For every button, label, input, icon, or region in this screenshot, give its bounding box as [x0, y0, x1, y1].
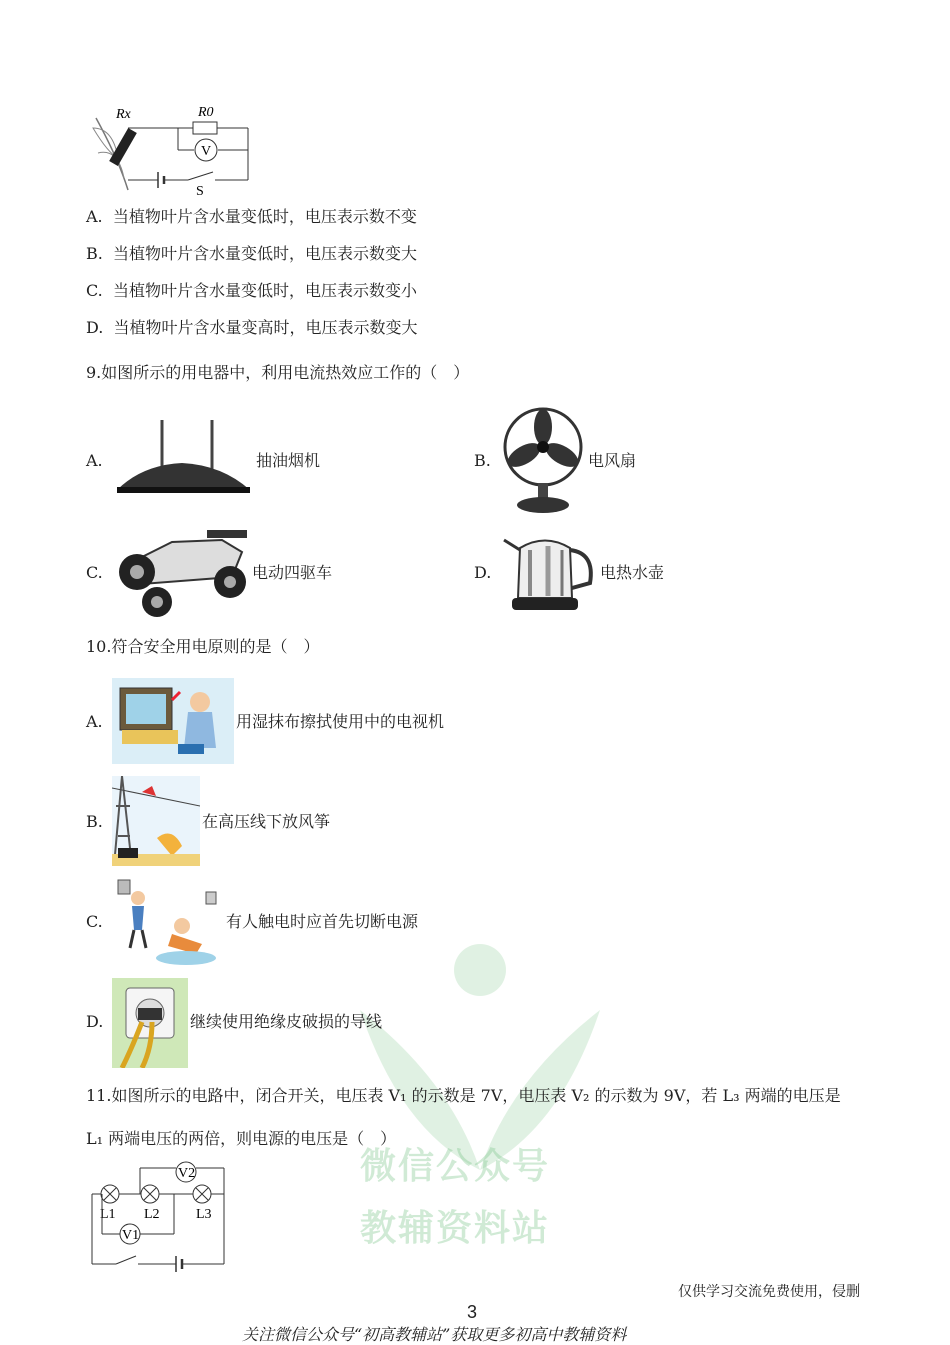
q8-option-c	[86, 280, 417, 302]
watermark-text-2: 教辅资料站	[360, 1208, 551, 1249]
q9-option-a-text: 抽油烟机	[256, 451, 321, 470]
usage-note: 仅供学习交流免费使用，侵删	[678, 1284, 860, 1300]
s-label: S	[196, 184, 204, 198]
q11-stem-line1: 11.如图所示的电路中，闭合开关，电压表 V₁ 的示数是 7V，电压表 V₂ 的示数为 9V，若 L₃ 两端的电压是	[86, 1086, 841, 1105]
option-letter: B.	[86, 244, 103, 263]
v-label: V	[201, 144, 212, 159]
q9-option-c-letter: C.	[86, 563, 103, 582]
option-letter: C.	[86, 281, 103, 300]
q9-option-d-text: 电热水壶	[600, 563, 665, 582]
v2-label: V2	[178, 1166, 196, 1181]
range-hood-icon	[112, 415, 252, 499]
switch-icon	[116, 1256, 136, 1264]
r0-label: R0	[198, 105, 214, 120]
q9-stem: 9.如图所示的用电器中，利用电流热效应工作的（ ）	[86, 363, 470, 382]
rx-label: Rx	[116, 107, 131, 122]
kite-power-line-illustration	[112, 776, 200, 866]
option-text: 当植物叶片含水量变低时，电压表示数变大	[113, 244, 418, 263]
q10-option-a-letter: A.	[86, 712, 103, 731]
q9-option-c-text: 电动四驱车	[252, 563, 333, 582]
q10-option-c-text: 有人触电时应首先切断电源	[226, 912, 419, 931]
q10-option-b-text: 在高压线下放风筝	[202, 812, 331, 831]
watermark-text-1: 微信公众号	[360, 1146, 551, 1187]
q9-option-b-text: 电风扇	[588, 451, 637, 470]
q9-option-a-letter: A.	[86, 451, 103, 470]
q8-option-b	[86, 243, 417, 265]
option-letter: D.	[86, 318, 104, 337]
q11-circuit-diagram	[86, 1160, 232, 1276]
q10-option-d-letter: D.	[86, 1012, 104, 1031]
q10-option-b-letter: B.	[86, 812, 103, 831]
q10-option-a-text: 用湿抹布擦拭使用中的电视机	[236, 712, 445, 731]
l2-label: L2	[144, 1207, 160, 1222]
option-text: 当植物叶片含水量变高时，电压表示数变大	[113, 318, 418, 337]
q8-option-d	[86, 317, 418, 339]
electric-kettle-icon	[500, 528, 598, 616]
electric-fan-icon	[500, 405, 586, 515]
r0-resistor	[193, 122, 217, 134]
q10-option-c-letter: C.	[86, 912, 103, 931]
q9-option-b-letter: B.	[474, 451, 491, 470]
wiping-tv-illustration	[112, 678, 234, 764]
q8-circuit-diagram	[88, 98, 258, 198]
rc-car-icon	[112, 522, 250, 618]
l3-label: L3	[196, 1207, 212, 1222]
damaged-wire-illustration	[112, 978, 188, 1068]
page-number: 3	[467, 1302, 478, 1322]
l1-label: L1	[100, 1207, 116, 1222]
rx-sensor	[109, 128, 137, 166]
footer-promo: 关注微信公众号“初高教辅站”获取更多初高中教辅资料	[242, 1325, 627, 1344]
q10-stem: 10.符合安全用电原则的是（ ）	[86, 637, 320, 656]
q9-option-d-letter: D.	[474, 563, 492, 582]
option-text: 当植物叶片含水量变低时，电压表示数变小	[112, 281, 417, 300]
v1-label: V1	[122, 1228, 140, 1243]
option-letter: A.	[86, 207, 103, 226]
q8-option-a	[86, 206, 417, 228]
electric-shock-rescue-illustration	[112, 874, 224, 968]
q11-stem-line2: L₁ 两端电压的两倍，则电源的电压是（ ）	[86, 1129, 397, 1148]
q10-option-d-text: 继续使用绝缘皮破损的导线	[190, 1012, 383, 1031]
switch-icon	[188, 172, 213, 180]
option-text: 当植物叶片含水量变低时，电压表示数不变	[112, 207, 417, 226]
